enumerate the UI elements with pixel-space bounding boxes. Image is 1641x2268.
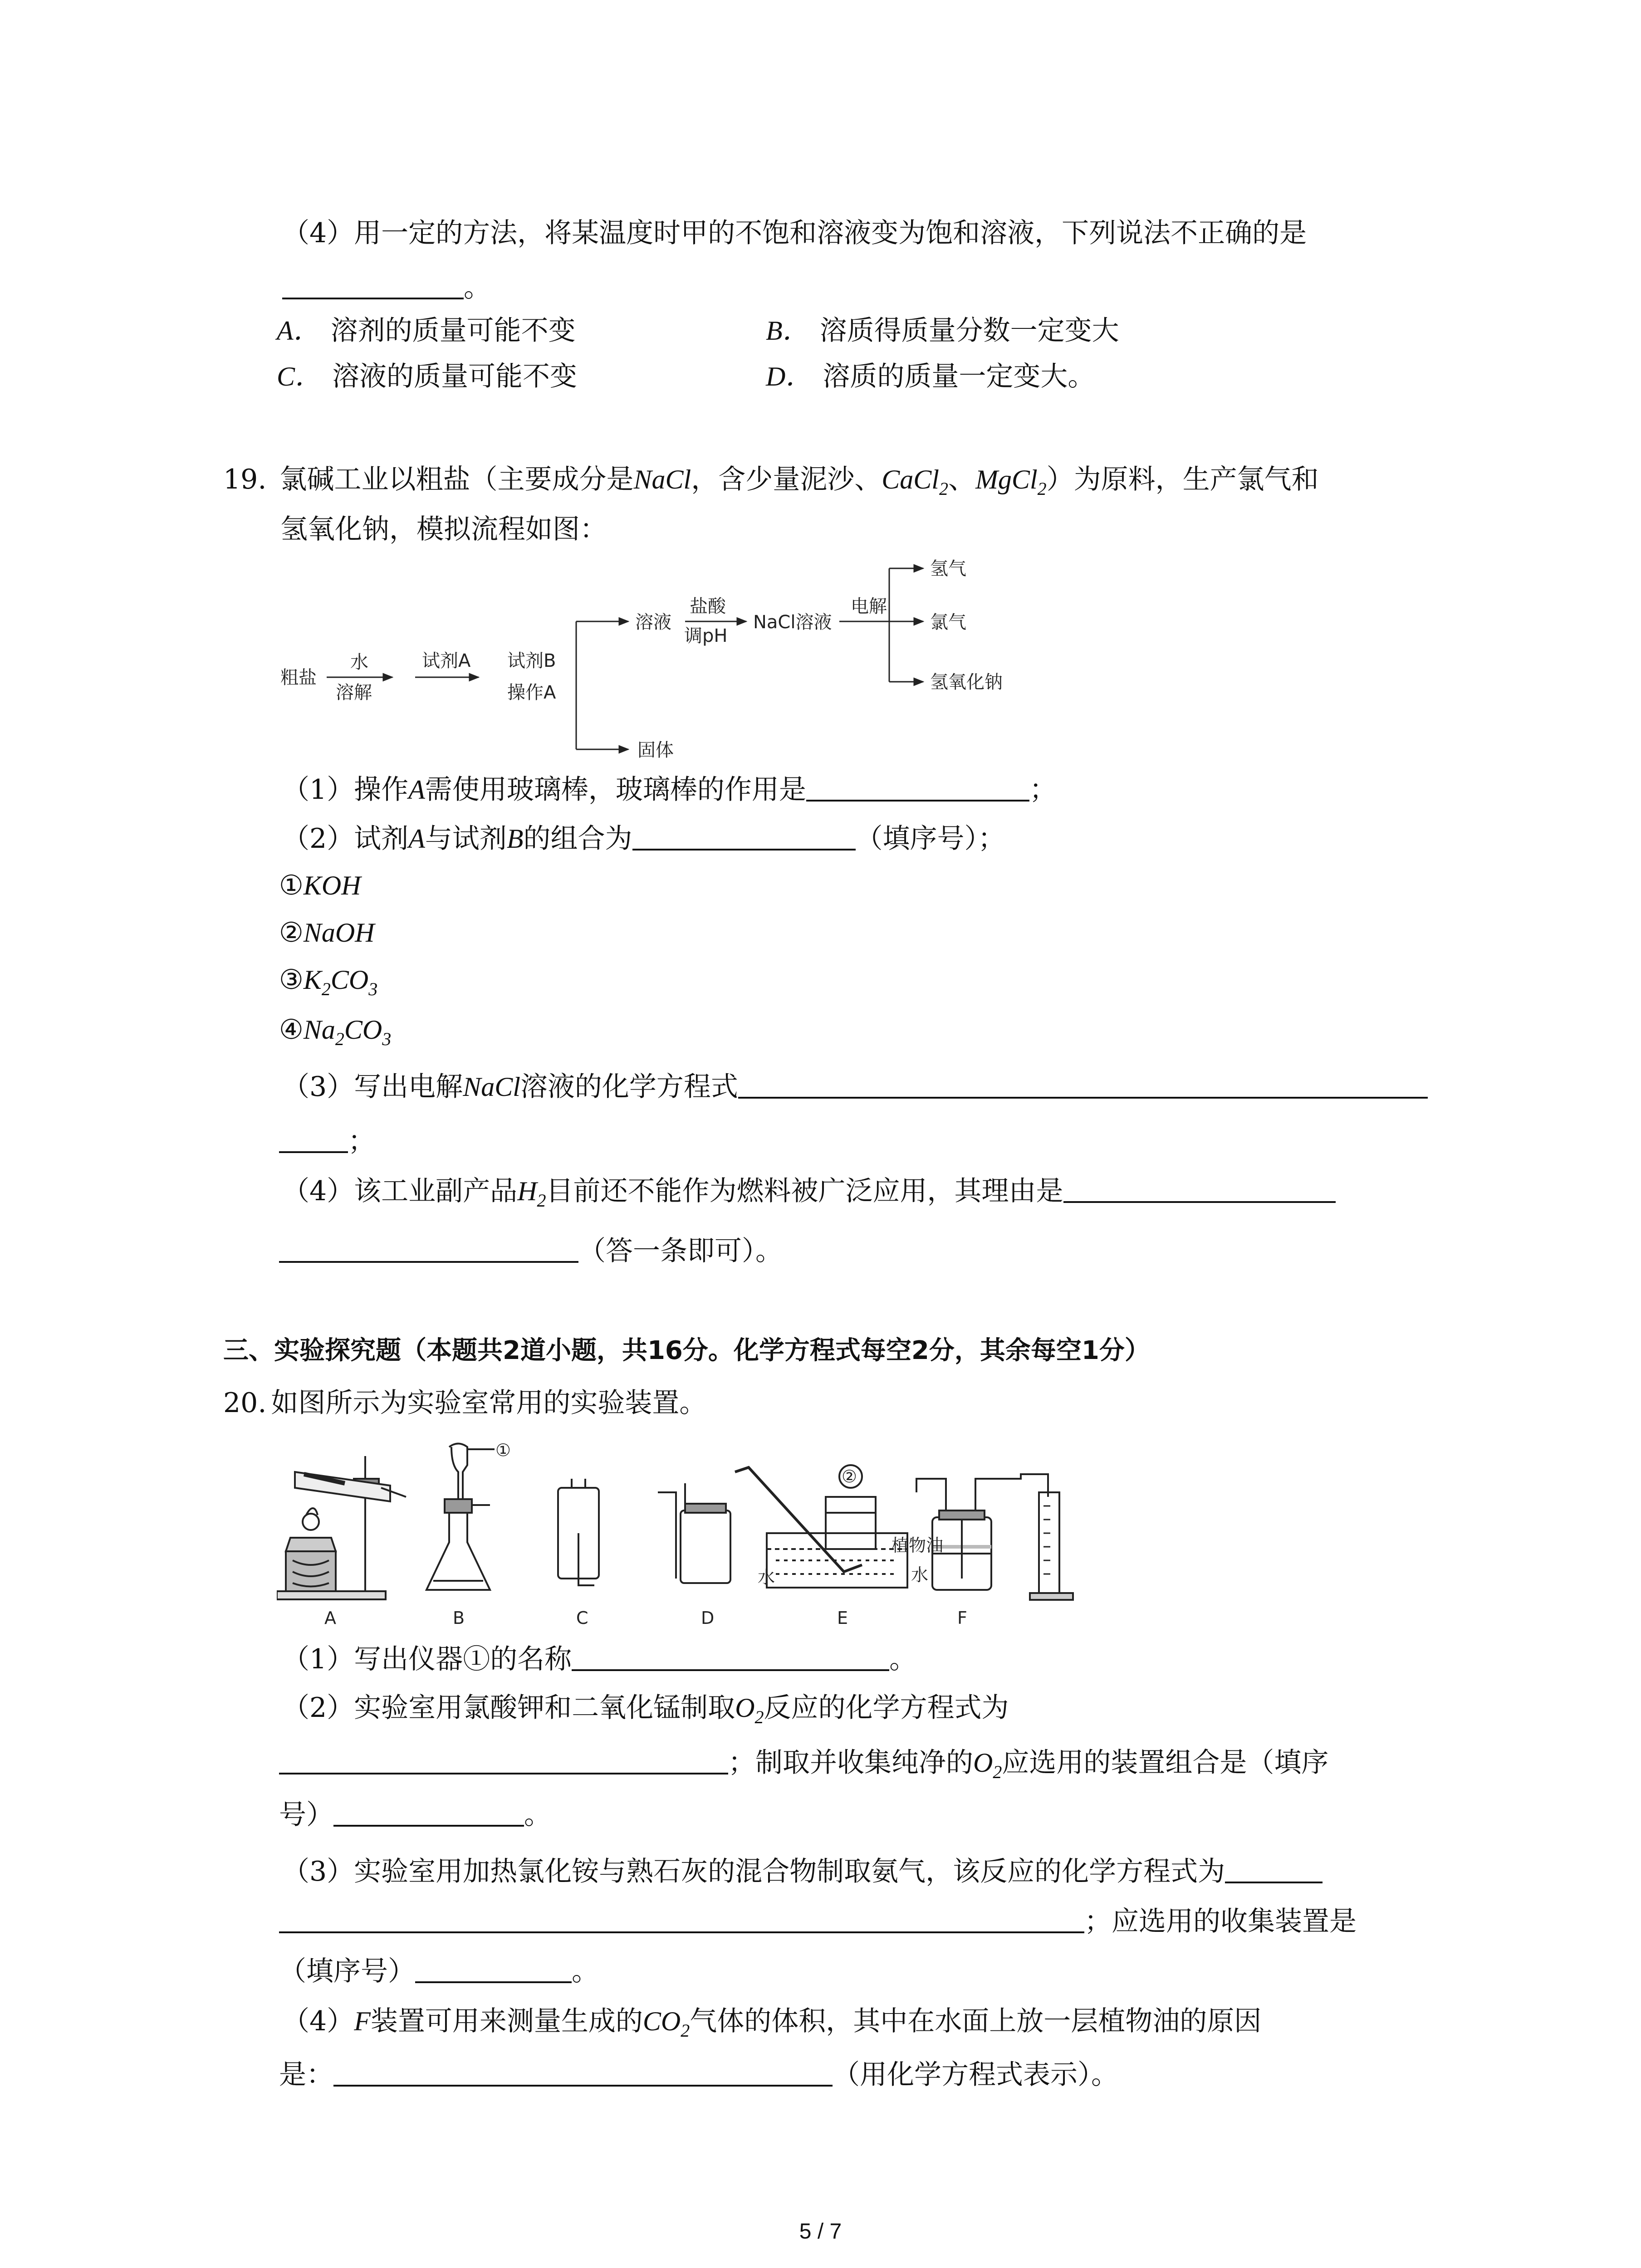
- label-d: D: [701, 1608, 715, 1628]
- label-water-e: 水: [758, 1567, 775, 1587]
- q20-part2-cont2: 号） 。: [279, 1799, 551, 1831]
- answer-blank[interactable]: [333, 1799, 524, 1827]
- apparatus-b: [426, 1444, 495, 1590]
- q18-part4-stem: （4）用一定的方法，将某温度时甲的不饱和溶液变为饱和溶液，下列说法不正确的是: [282, 217, 1307, 249]
- q18-option-a: A． 溶剂的质量可能不变: [277, 315, 576, 347]
- flow-operation-a: 操作A: [507, 682, 556, 703]
- answer-blank[interactable]: [806, 773, 1029, 802]
- q19-flow-diagram: [277, 551, 1048, 764]
- q19-part3: （3）写出电解NaCl溶液的化学方程式: [282, 1070, 1428, 1103]
- q18-option-b: B． 溶质得质量分数一定变大: [766, 315, 1119, 347]
- q20-part3-cont: ；应选用的收集装置是: [279, 1905, 1357, 1938]
- label-oil: 植物油: [892, 1535, 944, 1555]
- page-number: 5 / 7: [799, 2219, 842, 2244]
- q19-choice-4: $④Na_2CO_3$: [279, 1014, 392, 1049]
- answer-blank[interactable]: [333, 2058, 833, 2087]
- q20-part4: （4）F装置可用来测量生成的$CO_2$气体的体积，其中在水面上放一层植物油的原因: [282, 2005, 1262, 2041]
- q20-part2: （2）实验室用氯酸钾和二氧化锰制取$O_2$反应的化学方程式为: [282, 1692, 1009, 1727]
- answer-blank[interactable]: [415, 1955, 572, 1983]
- flow-dissolve: 溶解: [336, 682, 372, 703]
- flow-solid: 固体: [637, 740, 674, 761]
- flow-water: 水: [350, 652, 368, 673]
- q19-part1: （1）操作A需使用玻璃棒，玻璃棒的作用是 ；: [282, 774, 1057, 806]
- q19-part4: （4）该工业副产品$H_2$目前还不能作为燃料被广泛应用，其理由是: [282, 1175, 1336, 1217]
- q19-choice-2: ②NaOH: [279, 917, 375, 948]
- q20-part3: （3）实验室用加热氯化铵与熟石灰的混合物制取氨气，该反应的化学方程式为: [282, 1855, 1323, 1888]
- flow-solution: 溶液: [635, 612, 671, 633]
- q20-part3-cont2: （填序号） 。: [279, 1955, 599, 1987]
- mark-2: ②: [842, 1466, 857, 1486]
- q19-choice-3: $③K_2CO_3$: [279, 964, 378, 999]
- flow-electrolysis: 电解: [851, 596, 887, 617]
- flow-reagent-b: 试剂B: [507, 650, 556, 671]
- flow-adjust-ph: 调pH: [684, 626, 728, 646]
- q20-part4-cont: 是： （用化学方程式表示）。: [279, 2059, 1118, 2091]
- q19-part3-cont: ；: [279, 1125, 375, 1158]
- flow-hydrogen: 氢气: [930, 558, 966, 579]
- q18-part4-answer-line: 。: [282, 271, 491, 304]
- label-e: E: [837, 1608, 848, 1628]
- answer-blank[interactable]: [1225, 1855, 1323, 1883]
- answer-blank[interactable]: [279, 1125, 348, 1153]
- answer-blank[interactable]: [279, 1905, 1084, 1933]
- answer-blank[interactable]: [1063, 1175, 1336, 1203]
- flow-hcl: 盐酸: [690, 596, 726, 617]
- q19-stem-line2: 氢氧化钠，模拟流程如图：: [280, 513, 607, 545]
- answer-blank[interactable]: [282, 271, 464, 299]
- q20-stem: 20. 如图所示为实验室常用的实验装置。: [223, 1387, 707, 1419]
- apparatus-d: [658, 1483, 730, 1583]
- flow-crude-salt: 粗盐: [280, 667, 317, 688]
- label-b: B: [453, 1608, 465, 1628]
- flow-naoh: 氢氧化钠: [930, 672, 1003, 693]
- label-a: A: [324, 1608, 336, 1628]
- apparatus-a: [277, 1456, 406, 1599]
- q19-part4-cont: （答一条即可）。: [279, 1235, 783, 1267]
- answer-blank[interactable]: [632, 822, 856, 850]
- q20-part2-cont: ；制取并收集纯净的$O_2$应选用的装置组合是（填序: [279, 1746, 1328, 1789]
- apparatus-c: [558, 1479, 599, 1585]
- answer-blank[interactable]: [279, 1746, 728, 1774]
- label-c: C: [576, 1608, 588, 1628]
- q18-option-d: D． 溶质的质量一定变大。: [766, 361, 1095, 392]
- flow-reagent-a: 试剂A: [422, 650, 471, 671]
- label-f: F: [957, 1608, 967, 1628]
- answer-blank[interactable]: [738, 1070, 1428, 1099]
- q20-part1: （1）写出仪器①的名称 。: [282, 1643, 917, 1675]
- q20-apparatus-figure: [277, 1429, 1130, 1637]
- answer-blank[interactable]: [572, 1643, 889, 1671]
- q18-option-c: C． 溶液的质量可能不变: [277, 361, 578, 392]
- answer-blank[interactable]: [279, 1235, 578, 1263]
- label-water-f: 水: [911, 1565, 929, 1585]
- q19-choice-1: ①KOH: [279, 870, 361, 901]
- flow-nacl-solution: NaCl溶液: [753, 612, 832, 633]
- q19-part2: （2）试剂A与试剂B的组合为 （填序号）；: [282, 823, 1005, 855]
- q19-stem-line1: 19. 氯碱工业以粗盐（主要成分是NaCl，含少量泥沙、CaCl$_2$、MgCl$_2$）为原料，生产氯气和: [223, 464, 1319, 499]
- flow-chlorine: 氯气: [930, 612, 966, 633]
- section-3-title: 三、实验探究题（本题共2道小题，共16分。化学方程式每空2分，其余每空1分）: [223, 1336, 1150, 1365]
- mark-1: ①: [495, 1440, 511, 1460]
